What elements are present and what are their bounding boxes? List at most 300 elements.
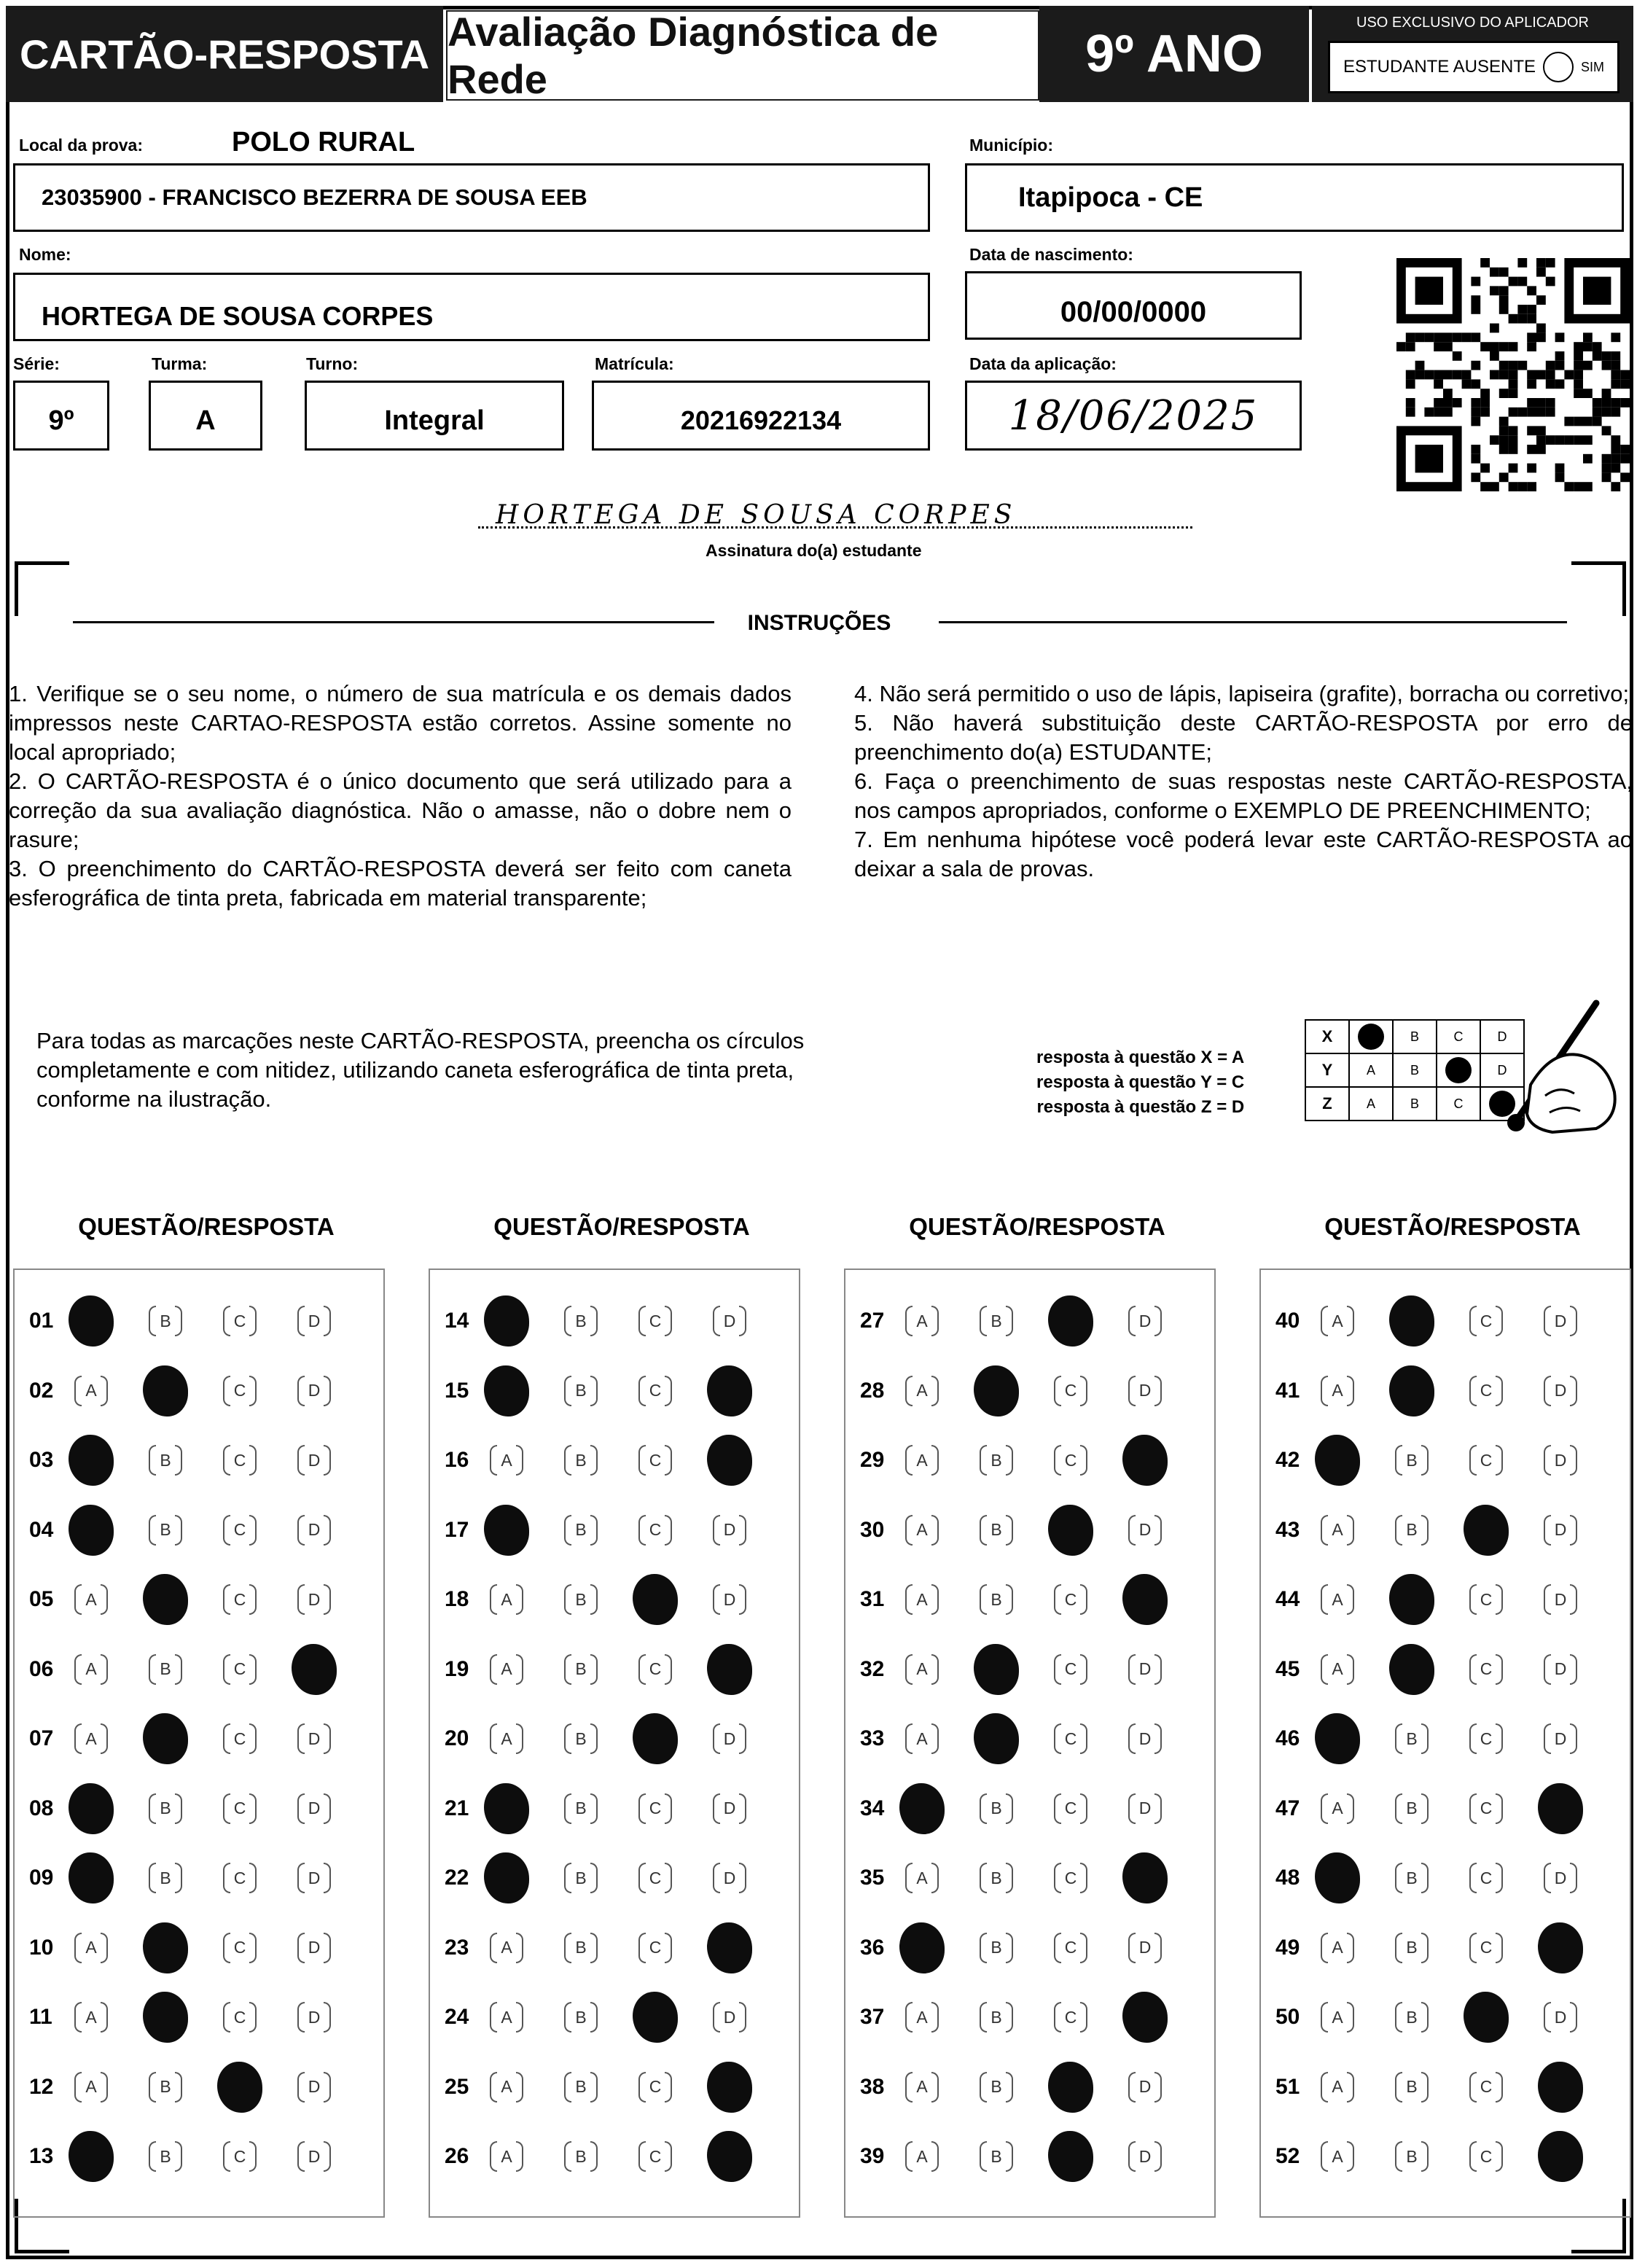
- bubble-right-paren: [1006, 2141, 1013, 2172]
- answer-bubble-b[interactable]: [978, 2138, 1015, 2175]
- answer-bubble-d[interactable]: [296, 1512, 332, 1548]
- answer-bubble-d[interactable]: [1542, 1930, 1579, 1966]
- answer-bubble-d[interactable]: [1127, 1303, 1163, 1339]
- bubble-letter: B: [1406, 1729, 1418, 1748]
- answer-bubble-b[interactable]: [978, 1303, 1015, 1339]
- question-row: [845, 1578, 1214, 1621]
- bubble-letter: C: [649, 1659, 662, 1678]
- bubble-fill: [974, 1365, 1019, 1416]
- answer-bubble-c[interactable]: [1468, 2069, 1504, 2105]
- answer-bubble-d[interactable]: [1542, 2138, 1579, 2175]
- question-row: [845, 1787, 1214, 1831]
- answer-bubble-a[interactable]: [488, 1581, 525, 1618]
- answer-bubble-c[interactable]: [1052, 1512, 1089, 1548]
- answer-bubble-b[interactable]: [978, 1581, 1015, 1618]
- answer-bubble-a[interactable]: [904, 1442, 940, 1478]
- bubble-right-paren: [1347, 1793, 1354, 1824]
- bubble-letter: A: [1332, 1938, 1343, 1957]
- answer-bubble-a[interactable]: [1319, 1581, 1356, 1618]
- answer-bubble-a[interactable]: [904, 1373, 940, 1409]
- answer-bubble-b[interactable]: [147, 2138, 184, 2175]
- answer-bubble-d[interactable]: [296, 1303, 332, 1339]
- answer-bubble-b[interactable]: [563, 1651, 599, 1688]
- bubble-right-paren: [1347, 1933, 1354, 1963]
- answer-bubble-c[interactable]: [222, 1651, 258, 1688]
- bubble-left-paren: [223, 1723, 230, 1754]
- bubble-letter: D: [1554, 1729, 1567, 1748]
- answer-bubble-a[interactable]: [1319, 1373, 1356, 1409]
- answer-bubble-b[interactable]: [1394, 1790, 1430, 1827]
- bubble-right-paren: [739, 1793, 746, 1824]
- answer-bubble-c[interactable]: [1468, 1930, 1504, 1966]
- answer-bubble-d[interactable]: [1542, 1651, 1579, 1688]
- answer-bubble-c[interactable]: [1052, 1442, 1089, 1478]
- answer-bubble-d[interactable]: [1542, 1303, 1579, 1339]
- bubble-left-paren: [1128, 1793, 1136, 1824]
- answer-bubble-a[interactable]: [73, 1442, 109, 1478]
- answer-bubble-d[interactable]: [296, 1373, 332, 1409]
- answer-bubble-d[interactable]: [1127, 1790, 1163, 1827]
- answer-bubble-c[interactable]: [1052, 1860, 1089, 1896]
- answer-bubble-b[interactable]: [978, 1512, 1015, 1548]
- answer-bubble-b[interactable]: [1394, 1999, 1430, 2035]
- answer-bubble-b[interactable]: [978, 1930, 1015, 1966]
- bubble-letter: D: [308, 1381, 321, 1400]
- answer-bubble-b[interactable]: [1394, 1930, 1430, 1966]
- bubble-left-paren: [490, 2141, 497, 2172]
- nascimento-field: [965, 271, 1302, 340]
- serie-field: [13, 381, 109, 451]
- answer-bubble-d[interactable]: [1127, 1930, 1163, 1966]
- answer-bubble-d[interactable]: [711, 2138, 748, 2175]
- answer-bubble-d[interactable]: [711, 1512, 748, 1548]
- answer-bubble-a[interactable]: [73, 1651, 109, 1688]
- bubble-fill: [1464, 1505, 1509, 1556]
- instruction-7: 7. Em nenhuma hipótese você poderá levar este CARTÃO-RESPOSTA ao deixar a sala de provas.: [854, 827, 1633, 881]
- bubble-left-paren: [490, 1933, 497, 1963]
- answer-bubble-d[interactable]: [1542, 1442, 1579, 1478]
- answer-bubble-b[interactable]: [563, 1303, 599, 1339]
- bubble-fill: [69, 1295, 114, 1347]
- absent-bubble[interactable]: [1543, 52, 1574, 82]
- answer-bubble-b[interactable]: [563, 1581, 599, 1618]
- answer-bubble-d[interactable]: [1127, 1512, 1163, 1548]
- answer-bubble-b[interactable]: [563, 1930, 599, 1966]
- answer-bubble-d[interactable]: [1127, 2138, 1163, 2175]
- bubble-letter: A: [1332, 2146, 1343, 2166]
- answer-bubble-d[interactable]: [1127, 1442, 1163, 1478]
- bubble-letter: B: [1406, 2077, 1418, 2096]
- bubble-letter: D: [1554, 1589, 1567, 1609]
- answer-bubble-d[interactable]: [711, 1790, 748, 1827]
- answer-bubble-a[interactable]: [904, 1999, 940, 2035]
- answer-bubble-b[interactable]: [147, 1581, 184, 1618]
- question-row: [15, 1717, 383, 1761]
- answer-bubble-d[interactable]: [1127, 1581, 1163, 1618]
- bubble-letter: D: [1138, 2077, 1152, 2096]
- answer-bubble-a[interactable]: [73, 1581, 109, 1618]
- bubble-left-paren: [490, 1723, 497, 1754]
- answer-bubble-c[interactable]: [1052, 1373, 1089, 1409]
- answer-bubble-c[interactable]: [637, 2138, 673, 2175]
- answer-bubble-b[interactable]: [147, 1930, 184, 1966]
- answer-bubble-a[interactable]: [1319, 1721, 1356, 1757]
- answer-bubble-c[interactable]: [1468, 1721, 1504, 1757]
- answer-bubble-d[interactable]: [711, 2069, 748, 2105]
- answer-bubble-c[interactable]: [222, 2069, 258, 2105]
- answer-bubble-d[interactable]: [296, 1930, 332, 1966]
- answer-bubble-c[interactable]: [1468, 1860, 1504, 1896]
- answer-bubble-c[interactable]: [1052, 1581, 1089, 1618]
- answer-bubble-a[interactable]: [904, 1581, 940, 1618]
- answer-bubble-c[interactable]: [222, 1512, 258, 1548]
- instruction-1: 1. Verifique se o seu nome, o número de sua matrícula e os demais dados impressos neste CARTAO-RESPOSTA estão corretos. Assine somente no local apropriado;: [9, 681, 792, 765]
- answer-bubble-a[interactable]: [1319, 1790, 1356, 1827]
- bubble-left-paren: [638, 1793, 646, 1824]
- bubble-left-paren: [297, 2002, 305, 2033]
- answer-bubble-a[interactable]: [73, 1790, 109, 1827]
- answer-bubble-a[interactable]: [488, 1999, 525, 2035]
- answer-bubble-d[interactable]: [711, 1373, 748, 1409]
- answer-bubble-d[interactable]: [711, 1930, 748, 1966]
- question-number: 43: [1275, 1517, 1300, 1542]
- answer-bubble-a[interactable]: [1319, 2138, 1356, 2175]
- answer-bubble-a[interactable]: [1319, 1860, 1356, 1896]
- answer-bubble-b[interactable]: [1394, 2069, 1430, 2105]
- answer-bubble-c[interactable]: [222, 1999, 258, 2035]
- answer-bubble-c[interactable]: [1052, 2138, 1089, 2175]
- answer-bubble-c[interactable]: [1052, 1721, 1089, 1757]
- answer-bubble-a[interactable]: [73, 1860, 109, 1896]
- bubble-left-paren: [223, 1376, 230, 1406]
- answer-bubble-a[interactable]: [488, 1790, 525, 1827]
- answer-bubble-c[interactable]: [637, 1442, 673, 1478]
- question-number: 22: [445, 1866, 469, 1890]
- answer-bubble-a[interactable]: [904, 2069, 940, 2105]
- answer-bubble-b[interactable]: [563, 1442, 599, 1478]
- bubble-fill: [1048, 2062, 1093, 2113]
- bubble-letter: A: [85, 1381, 97, 1400]
- answer-bubble-a[interactable]: [488, 1303, 525, 1339]
- bubble-left-paren: [297, 1933, 305, 1963]
- answer-bubble-d[interactable]: [1127, 1999, 1163, 2035]
- answer-bubble-b[interactable]: [147, 1303, 184, 1339]
- bubble-right-paren: [324, 2002, 331, 2033]
- answer-bubble-a[interactable]: [904, 1860, 940, 1896]
- answer-bubble-b[interactable]: [147, 1512, 184, 1548]
- answer-bubble-c[interactable]: [637, 2069, 673, 2105]
- bubble-fill: [1315, 1852, 1360, 1903]
- answer-bubble-c[interactable]: [1468, 1373, 1504, 1409]
- example-bubble: A: [1349, 1053, 1393, 1087]
- answer-bubble-c[interactable]: [637, 1581, 673, 1618]
- bubble-fill: [707, 1644, 752, 1695]
- answer-bubble-b[interactable]: [978, 1442, 1015, 1478]
- answer-bubble-d[interactable]: [711, 1721, 748, 1757]
- answer-bubble-d[interactable]: [1127, 1651, 1163, 1688]
- answer-bubble-c[interactable]: [637, 1790, 673, 1827]
- answer-bubble-b[interactable]: [1394, 1860, 1430, 1896]
- answer-bubble-c[interactable]: [1468, 1790, 1504, 1827]
- answer-bubble-b[interactable]: [1394, 1651, 1430, 1688]
- instructions-rule-left: [73, 621, 714, 623]
- bubble-right-paren: [1421, 2141, 1429, 2172]
- answer-bubble-a[interactable]: [73, 1303, 109, 1339]
- bubble-left-paren: [980, 1584, 987, 1615]
- bubble-left-paren: [223, 1863, 230, 1893]
- answer-bubble-d[interactable]: [1542, 1721, 1579, 1757]
- answer-bubble-a[interactable]: [1319, 1303, 1356, 1339]
- answer-bubble-c[interactable]: [1052, 2069, 1089, 2105]
- answer-bubble-c[interactable]: [222, 2138, 258, 2175]
- bubble-letter: D: [723, 1520, 736, 1539]
- answer-bubble-b[interactable]: [147, 1373, 184, 1409]
- answer-bubble-c[interactable]: [222, 1930, 258, 1966]
- answer-bubble-d[interactable]: [296, 1999, 332, 2035]
- answer-bubble-b[interactable]: [563, 2069, 599, 2105]
- bubble-letter: C: [1480, 1450, 1493, 1470]
- answer-bubble-c[interactable]: [1468, 1999, 1504, 2035]
- matricula-label: Matrícula:: [595, 354, 674, 373]
- answer-bubble-b[interactable]: [1394, 1721, 1430, 1757]
- absent-label: ESTUDANTE AUSENTE: [1343, 57, 1536, 77]
- bubble-left-paren: [1128, 1654, 1136, 1685]
- answer-bubble-a[interactable]: [488, 1373, 525, 1409]
- bubble-letter: A: [501, 1589, 512, 1609]
- answer-bubble-d[interactable]: [296, 2138, 332, 2175]
- answer-bubble-a[interactable]: [904, 1512, 940, 1548]
- question-row: [15, 1369, 383, 1413]
- answer-bubble-d[interactable]: [1542, 1999, 1579, 2035]
- answer-bubble-c[interactable]: [222, 1373, 258, 1409]
- answer-bubble-a[interactable]: [904, 1790, 940, 1827]
- answer-bubble-d[interactable]: [1127, 1860, 1163, 1896]
- bubble-right-paren: [590, 2141, 598, 2172]
- answer-bubble-c[interactable]: [222, 1860, 258, 1896]
- answer-bubble-c[interactable]: [222, 1581, 258, 1618]
- answer-bubble-c[interactable]: [637, 1860, 673, 1896]
- answer-bubble-b[interactable]: [563, 1721, 599, 1757]
- answer-bubble-a[interactable]: [1319, 1512, 1356, 1548]
- answer-bubble-a[interactable]: [488, 1721, 525, 1757]
- answer-bubble-c[interactable]: [1468, 1581, 1504, 1618]
- bubble-fill: [974, 1713, 1019, 1764]
- question-number: 45: [1275, 1656, 1300, 1681]
- answer-bubble-b[interactable]: [147, 2069, 184, 2105]
- question-number: 28: [860, 1378, 885, 1403]
- answer-bubble-a[interactable]: [73, 1930, 109, 1966]
- answer-bubble-a[interactable]: [904, 1721, 940, 1757]
- bubble-left-paren: [1128, 2141, 1136, 2172]
- answer-bubble-b[interactable]: [978, 1790, 1015, 1827]
- answer-bubble-c[interactable]: [637, 1512, 673, 1548]
- question-number: 19: [445, 1656, 469, 1681]
- answer-bubble-b[interactable]: [978, 1721, 1015, 1757]
- bubble-letter: C: [649, 2077, 662, 2096]
- answer-bubble-a[interactable]: [488, 1651, 525, 1688]
- question-number: 16: [445, 1448, 469, 1472]
- answer-bubble-a[interactable]: [904, 1651, 940, 1688]
- answer-bubble-c[interactable]: [1052, 1651, 1089, 1688]
- answer-bubble-d[interactable]: [296, 1721, 332, 1757]
- answer-bubble-d[interactable]: [296, 1790, 332, 1827]
- answer-bubble-a[interactable]: [73, 1512, 109, 1548]
- bubble-right-paren: [1347, 2141, 1354, 2172]
- answer-bubble-b[interactable]: [978, 1373, 1015, 1409]
- answer-bubble-d[interactable]: [1542, 1790, 1579, 1827]
- answer-bubble-d[interactable]: [711, 1999, 748, 2035]
- answer-bubble-b[interactable]: [978, 1999, 1015, 2035]
- bubble-right-paren: [590, 1445, 598, 1476]
- answer-bubble-b[interactable]: [563, 2138, 599, 2175]
- answer-column: [1259, 1269, 1631, 2218]
- answer-bubble-b[interactable]: [563, 1373, 599, 1409]
- answer-bubble-a[interactable]: [73, 1999, 109, 2035]
- answer-bubble-c[interactable]: [1052, 1930, 1089, 1966]
- answer-bubble-c[interactable]: [222, 1442, 258, 1478]
- answer-bubble-d[interactable]: [711, 1860, 748, 1896]
- answer-bubble-d[interactable]: [711, 1581, 748, 1618]
- answer-bubble-a[interactable]: [73, 2138, 109, 2175]
- answer-bubble-b[interactable]: [1394, 1303, 1430, 1339]
- answer-bubble-c[interactable]: [637, 1999, 673, 2035]
- answer-bubble-c[interactable]: [637, 1930, 673, 1966]
- example-bubble: C: [1437, 1020, 1480, 1053]
- answer-bubble-c[interactable]: [1052, 1790, 1089, 1827]
- answer-bubble-c[interactable]: [222, 1303, 258, 1339]
- bubble-letter: B: [990, 2077, 1002, 2096]
- instructions-rule-right: [939, 621, 1567, 623]
- answer-bubble-a[interactable]: [1319, 1999, 1356, 2035]
- answer-bubble-b[interactable]: [563, 1999, 599, 2035]
- bubble-left-paren: [713, 1306, 720, 1336]
- answer-bubble-c[interactable]: [1052, 1303, 1089, 1339]
- answer-bubble-b[interactable]: [563, 1860, 599, 1896]
- question-row: [845, 1717, 1214, 1761]
- bubble-letter: A: [501, 1450, 512, 1470]
- answer-bubble-a[interactable]: [488, 2138, 525, 2175]
- answer-bubble-b[interactable]: [1394, 1373, 1430, 1409]
- answer-bubble-c[interactable]: [637, 1303, 673, 1339]
- answer-bubble-a[interactable]: [1319, 1930, 1356, 1966]
- bubble-left-paren: [905, 2141, 913, 2172]
- answer-bubble-d[interactable]: [1542, 1373, 1579, 1409]
- answer-bubble-d[interactable]: [296, 2069, 332, 2105]
- bubble-right-paren: [516, 2072, 523, 2103]
- bubble-right-paren: [1496, 1863, 1503, 1893]
- answer-bubble-b[interactable]: [147, 1442, 184, 1478]
- answer-bubble-d[interactable]: [711, 1651, 748, 1688]
- bubble-left-paren: [490, 1445, 497, 1476]
- answer-bubble-b[interactable]: [563, 1512, 599, 1548]
- answer-bubble-d[interactable]: [1127, 1373, 1163, 1409]
- answer-bubble-d[interactable]: [296, 1651, 332, 1688]
- answer-bubble-b[interactable]: [1394, 1581, 1430, 1618]
- answer-bubble-a[interactable]: [488, 1930, 525, 1966]
- answer-bubble-d[interactable]: [711, 1303, 748, 1339]
- bubble-left-paren: [1321, 1654, 1328, 1685]
- answer-bubble-b[interactable]: [1394, 1512, 1430, 1548]
- bubble-left-paren: [223, 1584, 230, 1615]
- bubble-letter: C: [1064, 1868, 1077, 1887]
- bubble-letter: A: [1332, 1659, 1343, 1678]
- answer-bubble-b[interactable]: [147, 1999, 184, 2035]
- answer-bubble-b[interactable]: [1394, 1442, 1430, 1478]
- answer-bubble-a[interactable]: [488, 1442, 525, 1478]
- answer-bubble-a[interactable]: [73, 2069, 109, 2105]
- bubble-left-paren: [1128, 1376, 1136, 1406]
- bubble-right-paren: [1496, 1723, 1503, 1754]
- bubble-right-paren: [1421, 1863, 1429, 1893]
- answer-bubble-c[interactable]: [1468, 1651, 1504, 1688]
- bubble-right-paren: [324, 2141, 331, 2172]
- answer-bubble-a[interactable]: [904, 1930, 940, 1966]
- answer-bubble-a[interactable]: [73, 1721, 109, 1757]
- answer-bubble-d[interactable]: [1542, 1860, 1579, 1896]
- bubble-right-paren: [516, 1445, 523, 1476]
- answer-bubble-c[interactable]: [637, 1721, 673, 1757]
- answer-bubble-b[interactable]: [147, 1721, 184, 1757]
- bubble-left-paren: [490, 2072, 497, 2103]
- answer-bubble-a[interactable]: [904, 1303, 940, 1339]
- answer-bubble-b[interactable]: [978, 1860, 1015, 1896]
- answer-bubble-b[interactable]: [147, 1651, 184, 1688]
- answer-bubble-b[interactable]: [978, 1651, 1015, 1688]
- answer-bubble-c[interactable]: [1468, 2138, 1504, 2175]
- bubble-letter: A: [1332, 2007, 1343, 2027]
- answer-bubble-a[interactable]: [1319, 2069, 1356, 2105]
- bubble-left-paren: [638, 1445, 646, 1476]
- bubble-right-paren: [1421, 1445, 1429, 1476]
- question-row: [15, 1995, 383, 2039]
- answer-bubble-d[interactable]: [296, 1581, 332, 1618]
- answer-bubble-b[interactable]: [147, 1790, 184, 1827]
- question-number: 39: [860, 2144, 885, 2168]
- answer-bubble-d[interactable]: [1542, 1581, 1579, 1618]
- answer-bubble-b[interactable]: [147, 1860, 184, 1896]
- bubble-right-paren: [1347, 1306, 1354, 1336]
- answer-bubble-d[interactable]: [1542, 1512, 1579, 1548]
- answer-bubble-a[interactable]: [73, 1373, 109, 1409]
- answer-bubble-d[interactable]: [1127, 1721, 1163, 1757]
- bubble-right-paren: [739, 1584, 746, 1615]
- answer-bubble-b[interactable]: [978, 2069, 1015, 2105]
- answer-bubble-d[interactable]: [711, 1442, 748, 1478]
- answer-bubble-c[interactable]: [222, 1721, 258, 1757]
- answer-bubble-d[interactable]: [296, 1442, 332, 1478]
- answer-bubble-c[interactable]: [637, 1651, 673, 1688]
- answer-bubble-b[interactable]: [563, 1790, 599, 1827]
- answer-bubble-a[interactable]: [488, 1512, 525, 1548]
- absent-field: [1328, 41, 1619, 93]
- answer-bubble-a[interactable]: [488, 2069, 525, 2105]
- answer-bubble-c[interactable]: [1468, 1512, 1504, 1548]
- answer-bubble-c[interactable]: [222, 1790, 258, 1827]
- answer-bubble-d[interactable]: [1542, 2069, 1579, 2105]
- answer-bubble-c[interactable]: [1468, 1303, 1504, 1339]
- answer-bubble-c[interactable]: [1468, 1442, 1504, 1478]
- bubble-left-paren: [1544, 1515, 1551, 1546]
- answer-bubble-d[interactable]: [296, 1860, 332, 1896]
- answer-bubble-a[interactable]: [1319, 1442, 1356, 1478]
- answer-bubble-c[interactable]: [1052, 1999, 1089, 2035]
- answer-bubble-d[interactable]: [1127, 2069, 1163, 2105]
- answer-bubble-a[interactable]: [488, 1860, 525, 1896]
- answer-bubble-a[interactable]: [1319, 1651, 1356, 1688]
- answer-bubble-a[interactable]: [904, 2138, 940, 2175]
- answer-bubble-b[interactable]: [1394, 2138, 1430, 2175]
- answer-bubble-c[interactable]: [637, 1373, 673, 1409]
